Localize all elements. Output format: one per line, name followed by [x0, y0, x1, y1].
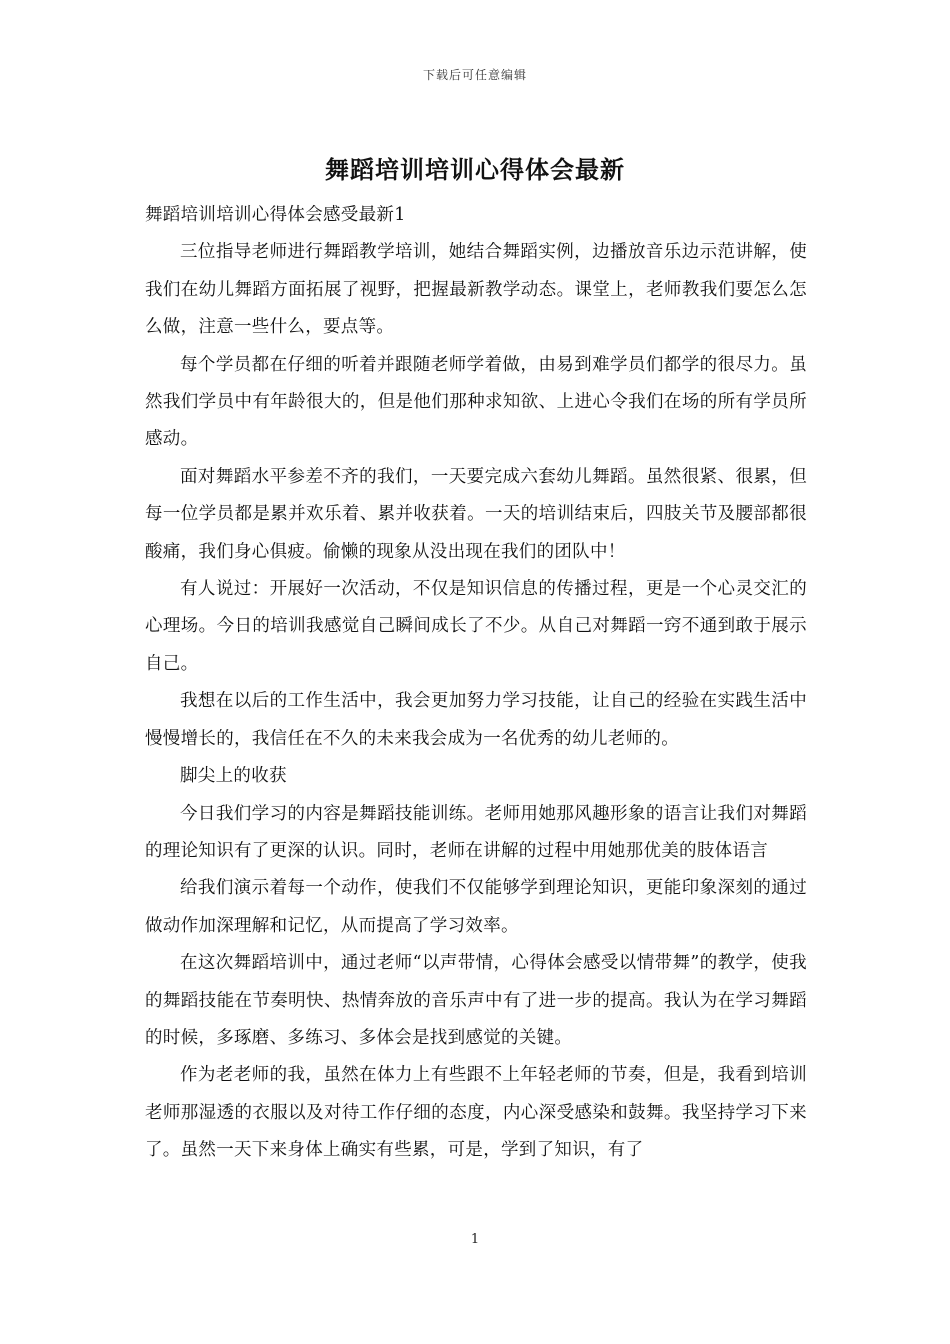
- paragraph: 三位指导老师进行舞蹈教学培训，她结合舞蹈实例，边播放音乐边示范讲解，使我们在幼儿舞蹈方面拓展了视野，把握最新教学动态。课堂上，老师教我们要怎么怎么做，注意一些什么，要点等。: [145, 242, 807, 338]
- section-heading: 舞蹈培训培训心得体会感受最新1: [145, 205, 406, 225]
- paragraph: 面对舞蹈水平参差不齐的我们，一天要完成六套幼儿舞蹈。虽然很紧、很累，但每一位学员都是累并欢乐着、累并收获着。一天的培训结束后，四肢关节及腰部都很酸痛，我们身心俱疲。偷懒的现象从没出现在我们的团队中！: [145, 466, 807, 562]
- paragraph: 在这次舞蹈培训中，通过老师“以声带情，心得体会感受以情带舞”的教学，使我的舞蹈技能在节奏明快、热情奔放的音乐声中有了进一步的提高。我认为在学习舞蹈的时候，多琢磨、多练习、多体会是找到感觉的关键。: [145, 953, 807, 1048]
- document-title: 舞蹈培训培训心得体会最新: [325, 155, 625, 184]
- document-body: [145, 197, 807, 1170]
- subheading: 脚尖上的收获: [180, 766, 287, 787]
- paragraph: 今日我们学习的内容是舞蹈技能训练。老师用她那风趣形象的语言让我们对舞蹈的理论知识有了更深的认识。同时，老师在讲解的过程中用她那优美的肢体语言: [145, 803, 807, 861]
- paragraph: 给我们演示着每一个动作，使我们不仅能够学到理论知识，更能印象深刻的通过做动作加深理解和记忆，从而提高了学习效率。: [145, 878, 807, 936]
- paragraph: 我想在以后的工作生活中，我会更加努力学习技能，让自己的经验在实践生活中慢慢增长的，我信任在不久的未来我会成为一名优秀的幼儿老师的。: [145, 691, 807, 749]
- paragraph: 作为老老师的我，虽然在体力上有些跟不上年轻老师的节奏，但是，我看到培训老师那湿透的衣服以及对待工作仔细的态度，内心深受感染和鼓舞。我坚持学习下来了。虽然一天下来身体上确实有些累，可是，学到了知识，有了: [145, 1065, 807, 1161]
- page-header-note: 下载后可任意编辑: [422, 68, 527, 82]
- page-number: 1: [470, 1232, 480, 1247]
- paragraph: 有人说过：开展好一次活动，不仅是知识信息的传播过程，更是一个心灵交汇的心理场。今日的培训我感觉自己瞬间成长了不少。从自己对舞蹈一窍不通到敢于展示自己。: [145, 579, 807, 674]
- paragraph: 每个学员都在仔细的听着并跟随老师学着做，由易到难学员们都学的很尽力。虽然我们学员中有年龄很大的，但是他们那种求知欲、上进心令我们在场的所有学员所感动。: [145, 354, 807, 450]
